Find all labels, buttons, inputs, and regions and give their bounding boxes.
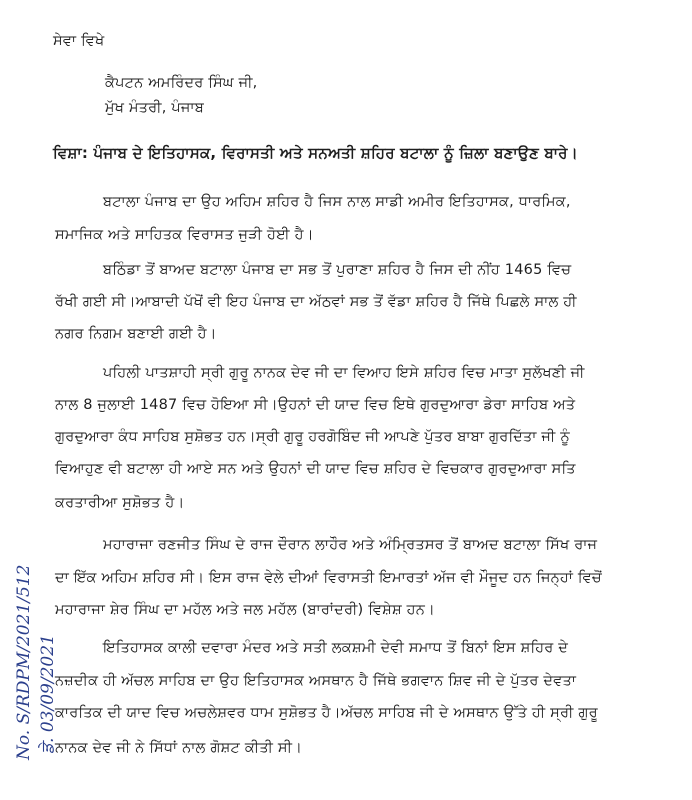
body-line: ਪਹਿਲੀ ਪਾਤਸ਼ਾਹੀ ਸ੍ਰੀ ਗੁਰੂ ਨਾਨਕ ਦੇਵ ਜੀ ਦਾ ਵਿਆਹ ਇਸੇ ਸ਼ਹਿਰ ਵਿਚ ਮਾਤਾ ਸੁਲੱਖਣੀ ਜੀ (103, 365, 585, 381)
body-line: ਰੱਖੀ ਗਈ ਸੀ।ਆਬਾਦੀ ਪੱਖੋਂ ਵੀ ਇਹ ਪੰਜਾਬ ਦਾ ਅੱਠਵਾਂ ਸਭ ਤੋਂ ਵੱਡਾ ਸ਼ਹਿਰ ਹੈ ਜਿੱਥੇ ਪਿਛਲੇ ਸਾਲ ਹੀ (55, 294, 577, 310)
handwritten-dispatch-stamp (12, 565, 60, 760)
body-line: ਬਠਿੰਡਾ ਤੋਂ ਬਾਅਦ ਬਟਾਲਾ ਪੰਜਾਬ ਦਾ ਸਭ ਤੋਂ ਪੁਰਾਣਾ ਸ਼ਹਿਰ ਹੈ ਜਿਸ ਦੀ ਨੀਂਹ 1465 ਵਿਚ (103, 262, 572, 278)
body-line: ਬਟਾਲਾ ਪੰਜਾਬ ਦਾ ਉਹ ਅਹਿਮ ਸ਼ਹਿਰ ਹੈ ਜਿਸ ਨਾਲ ਸਾਡੀ ਅਮੀਰ ਇਤਿਹਾਸਕ, ਧਾਰਮਿਕ, (103, 194, 571, 210)
body-line: ਨਜ਼ਦੀਕ ਹੀ ਅੱਚਲ ਸਾਹਿਬ ਦਾ ਉਹ ਇਤਿਹਾਸਕ ਅਸਥਾਨ ਹੈ ਜਿੱਥੇ ਭਗਵਾਨ ਸ਼ਿਵ ਜੀ ਦੇ ਪੁੱਤਰ ਦੇਵਤਾ (55, 673, 577, 689)
body-line: ਕਰਤਾਰੀਆ ਸੁਸ਼ੋਭਤ ਹੈ। (55, 495, 185, 511)
salutation: ਸੇਵਾ ਵਿਖੇ (53, 33, 105, 49)
body-line: ਨਾਨਕ ਦੇਵ ਜੀ ਨੇ ਸਿੱਧਾਂ ਨਾਲ ਗੋਸ਼ਟ ਕੀਤੀ ਸੀ। (55, 740, 303, 756)
recipient-name: ਕੈਪਟਨ ਅਮਰਿੰਦਰ ਸਿੰਘ ਜੀ, (105, 75, 258, 91)
dispatch-number: No. S/RDPM/2021/512 (14, 564, 34, 760)
body-line: ਮਹਾਰਾਜਾ ਸ਼ੇਰ ਸਿੰਘ ਦਾ ਮਹੱਲ ਅਤੇ ਜਲ ਮਹੱਲ (ਬਾਰਾਂਦਰੀ) ਵਿਸ਼ੇਸ਼ ਹਨ। (55, 602, 436, 618)
subject-line: ਵਿਸ਼ਾ: ਪੰਜਾਬ ਦੇ ਇਤਿਹਾਸਕ, ਵਿਰਾਸਤੀ ਅਤੇ ਸਨਅਤੀ ਸ਼ਹਿਰ ਬਟਾਲਾ ਨੂੰ ਜ਼ਿਲਾ ਬਣਾਉਣ ਬਾਰੇ। (53, 144, 578, 162)
body-line: ਨਗਰ ਨਿਗਮ ਬਣਾਈ ਗਈ ਹੈ। (55, 326, 217, 342)
body-line: ਨਾਲ 8 ਜੁਲਾਈ 1487 ਵਿਚ ਹੋਇਆ ਸੀ।ਉਹਨਾਂ ਦੀ ਯਾਦ ਵਿਚ ਇਥੇ ਗੁਰਦੁਆਰਾ ਡੇਰਾ ਸਾਹਿਬ ਅਤੇ (55, 397, 576, 413)
body-line: ਇਤਿਹਾਸਕ ਕਾਲੀ ਦਵਾਰਾ ਮੰਦਰ ਅਤੇ ਸਤੀ ਲਕਸ਼ਮੀ ਦੇਵੀ ਸਮਾਧ ਤੋਂ ਬਿਨਾਂ ਇਸ ਸ਼ਹਿਰ ਦੇ (103, 640, 569, 656)
body-line: ਸਮਾਜਿਕ ਅਤੇ ਸਾਹਿਤਕ ਵਿਰਾਸਤ ਜੁੜੀ ਹੋਈ ਹੈ। (55, 227, 314, 243)
body-line: ਮਹਾਰਾਜਾ ਰਣਜੀਤ ਸਿੰਘ ਦੇ ਰਾਜ ਦੌਰਾਨ ਲਾਹੌਰ ਅਤੇ ਅੰਮ੍ਰਿਤਸਰ ਤੋਂ ਬਾਅਦ ਬਟਾਲਾ ਸਿੱਖ ਰਾਜ (103, 537, 598, 553)
recipient-title: ਮੁੱਖ ਮੰਤਰੀ, ਪੰਜਾਬ (105, 100, 204, 116)
dispatch-date: ਡੇ. 03/09/2021 (38, 634, 58, 754)
body-line: ਦਾ ਇੱਕ ਅਹਿਮ ਸ਼ਹਿਰ ਸੀ। ਇਸ ਰਾਜ ਵੇਲੇ ਦੀਆਂ ਵਿਰਾਸਤੀ ਇਮਾਰਤਾਂ ਅੱਜ ਵੀ ਮੌਜੂਦ ਹਨ ਜਿਨ੍ਹਾਂ ਵਿਚੋਂ (55, 570, 602, 586)
body-line: ਕਾਰਤਿਕ ਦੀ ਯਾਦ ਵਿਚ ਅਚਲੇਸ਼ਵਰ ਧਾਮ ਸੁਸ਼ੋਭਤ ਹੈ।ਅੱਚਲ ਸਾਹਿਬ ਜੀ ਦੇ ਅਸਥਾਨ ਉੱਤੇ ਹੀ ਸ੍ਰੀ ਗੁਰੂ (55, 705, 598, 721)
body-line: ਵਿਆਹੁਣ ਵੀ ਬਟਾਲਾ ਹੀ ਆਏ ਸਨ ਅਤੇ ਉਹਨਾਂ ਦੀ ਯਾਦ ਵਿਚ ਸ਼ਹਿਰ ਦੇ ਵਿਚਕਾਰ ਗੁਰਦੁਆਰਾ ਸਤਿ (55, 461, 576, 477)
body-line: ਗੁਰਦੁਆਰਾ ਕੰਧ ਸਾਹਿਬ ਸੁਸ਼ੋਭਤ ਹਨ।ਸ੍ਰੀ ਗੁਰੂ ਹਰਗੋਬਿੰਦ ਜੀ ਆਪਣੇ ਪੁੱਤਰ ਬਾਬਾ ਗੁਰਦਿੱਤਾ ਜੀ ਨੂੰ (55, 429, 570, 445)
